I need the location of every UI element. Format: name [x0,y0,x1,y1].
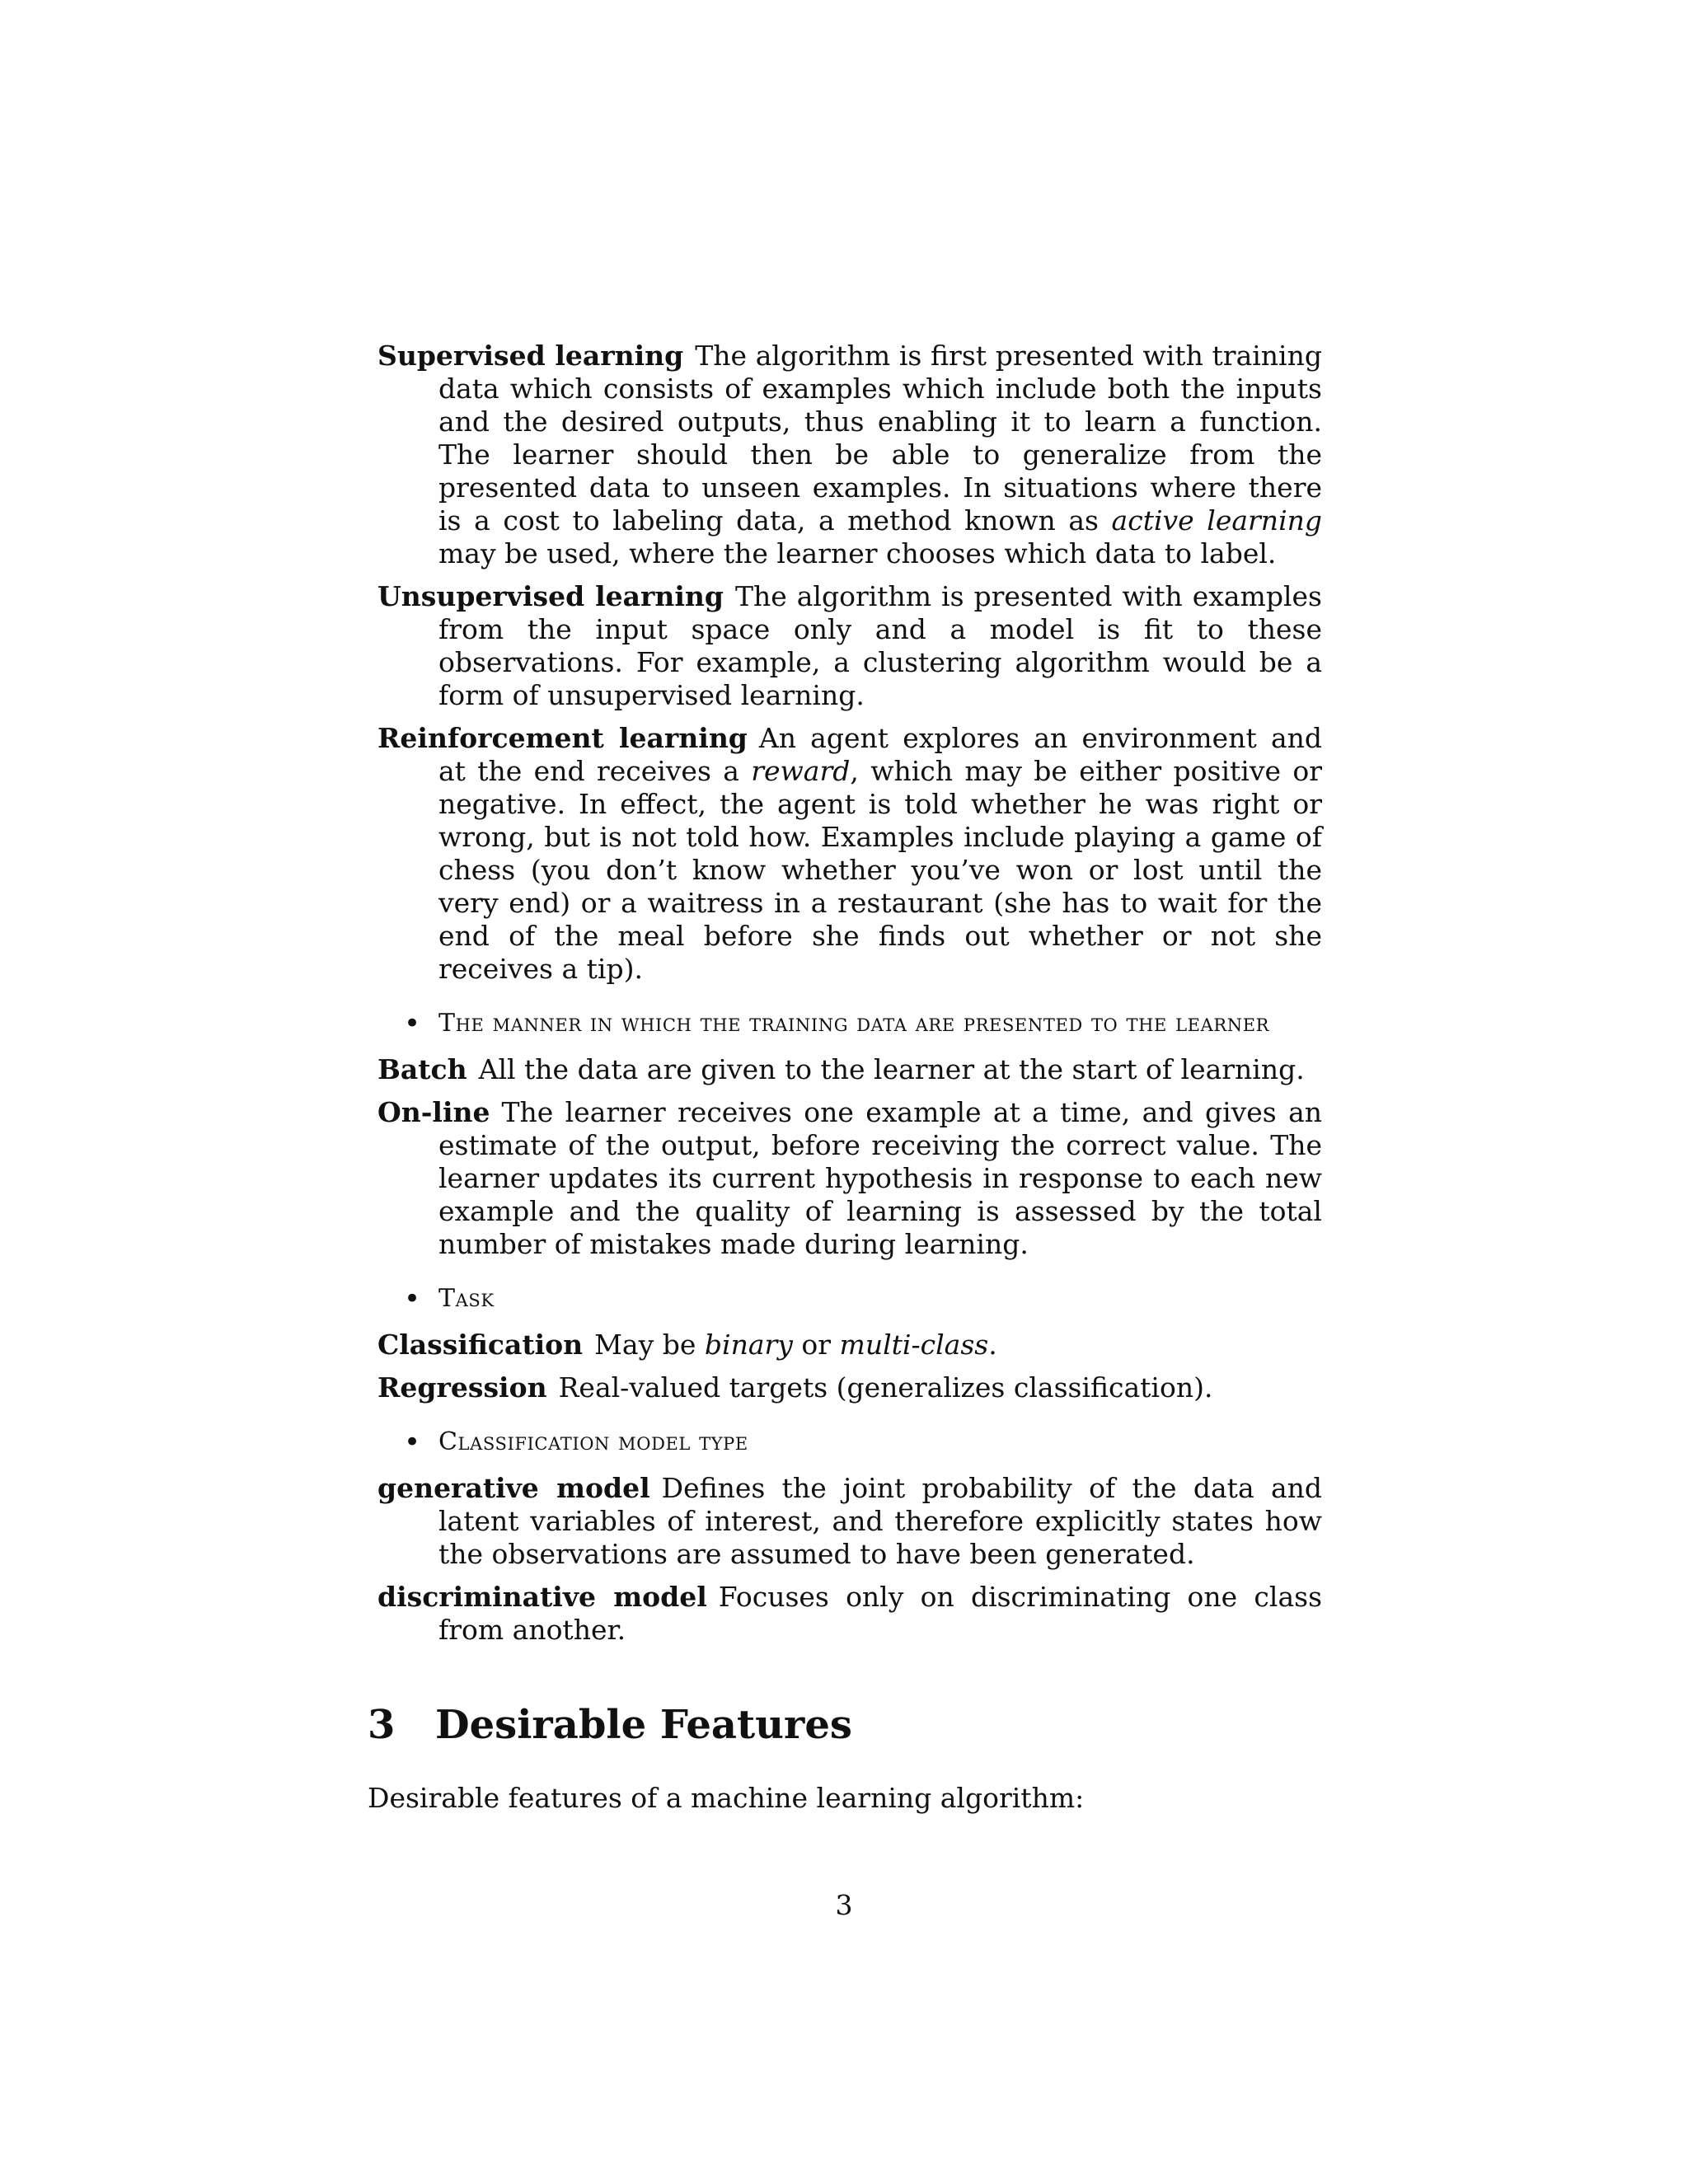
bullet-presentation [368,1007,1322,1040]
term-generative-model: generative model [377,1472,650,1504]
entry-discriminative-model [368,1581,1322,1647]
definition-text: The learner receives one example at a time, and gives an estimate of the output, before receiving the correct value. The learner updates its current hypothesis in response to each new example and the quality of learning is assessed by the total number of mistakes made during learning. [438,1096,1322,1260]
term-classification: Classification [377,1329,584,1361]
entry-reinforcement-learning [368,722,1322,986]
emphasis-binary: binary [704,1329,793,1361]
page-number: 3 [835,1889,853,1921]
definition-text: All the data are given to the learner at the start of learning. [478,1053,1305,1085]
definition-part: or [792,1329,840,1361]
entry-on-line [368,1096,1322,1261]
model-type-list [368,1472,1322,1647]
entry-unsupervised-learning [368,580,1322,712]
presentation-list [368,1053,1322,1261]
entry-supervised-learning [368,340,1322,570]
term-on-line: On-line [377,1096,490,1128]
entry-regression [368,1371,1322,1404]
definition-part: , which may be either positive or negative. In effect, the agent is told whether he was right or wrong, but is not told how. Examples include playing a game of chess (you don’t know whether you’ve won or lost until the very end) or a waitress in a restaurant (she has to wait for the end of the meal before she finds out whether or not she receives a tip). [438,755,1322,985]
emphasis-multi-class: multi-class [839,1329,989,1361]
term-regression: Regression [377,1371,547,1404]
term-discriminative-model: discriminative model [377,1581,707,1613]
definition-text: The algorithm is presented with examples from the input space only and a model is fit to these observations. For example, a clustering algorithm would be a form of unsupervised learning. [438,580,1322,711]
definition-text: Focuses only on discriminating one class from another. [438,1581,1323,1646]
bullet-heading: The manner in which the training data are presented to the learner [438,1009,1270,1038]
entry-generative-model [368,1472,1322,1571]
bullet-model-type [368,1426,1322,1459]
section-heading [368,1701,1322,1749]
section-number: 3 [368,1702,396,1748]
bullet-dot-icon: • [404,1007,421,1040]
term-supervised-learning: Supervised learning [377,340,684,372]
bullet-dot-icon: • [404,1426,421,1459]
definition-part: may be used, where the learner chooses which data to label. [438,537,1277,569]
emphasis-reward: reward [751,755,851,787]
intro-paragraph: Desirable features of a machine learning algorithm: [368,1781,1085,1814]
emphasis-active-learning: active learning [1111,504,1322,537]
definition-part: . [988,1329,997,1361]
term-batch: Batch [377,1053,467,1085]
term-reinforcement-learning: Reinforcement learning [377,722,748,754]
task-list [368,1329,1322,1404]
definition-text: Real-valued targets (generalizes classification). [558,1371,1213,1404]
section-title: Desirable Features [435,1702,852,1748]
learning-types-list [368,340,1322,986]
bullet-heading: Task [438,1284,495,1313]
definition-part: The algorithm is first presented with training data which consists of examples which include both the inputs and the desired outputs, thus enabling it to learn a function. The learner should then be able to generalize from the presented data to unseen examples. In situations where there is a cost to labeling data, a method known as [438,340,1322,537]
entry-batch [368,1053,1322,1086]
definition-part: May be [594,1329,705,1361]
definition-text: Defines the joint probability of the data and latent variables of interest, and therefore explicitly states how the observations are assumed to have been generated. [438,1472,1322,1570]
term-unsupervised-learning: Unsupervised learning [377,580,724,612]
bullet-task [368,1282,1322,1315]
definition-part: An agent explores an environment and at the end receives a [438,722,1322,787]
bullet-dot-icon: • [404,1282,421,1315]
entry-classification [368,1329,1322,1361]
bullet-heading: Classification model type [438,1427,748,1456]
page-content [368,340,1322,1842]
